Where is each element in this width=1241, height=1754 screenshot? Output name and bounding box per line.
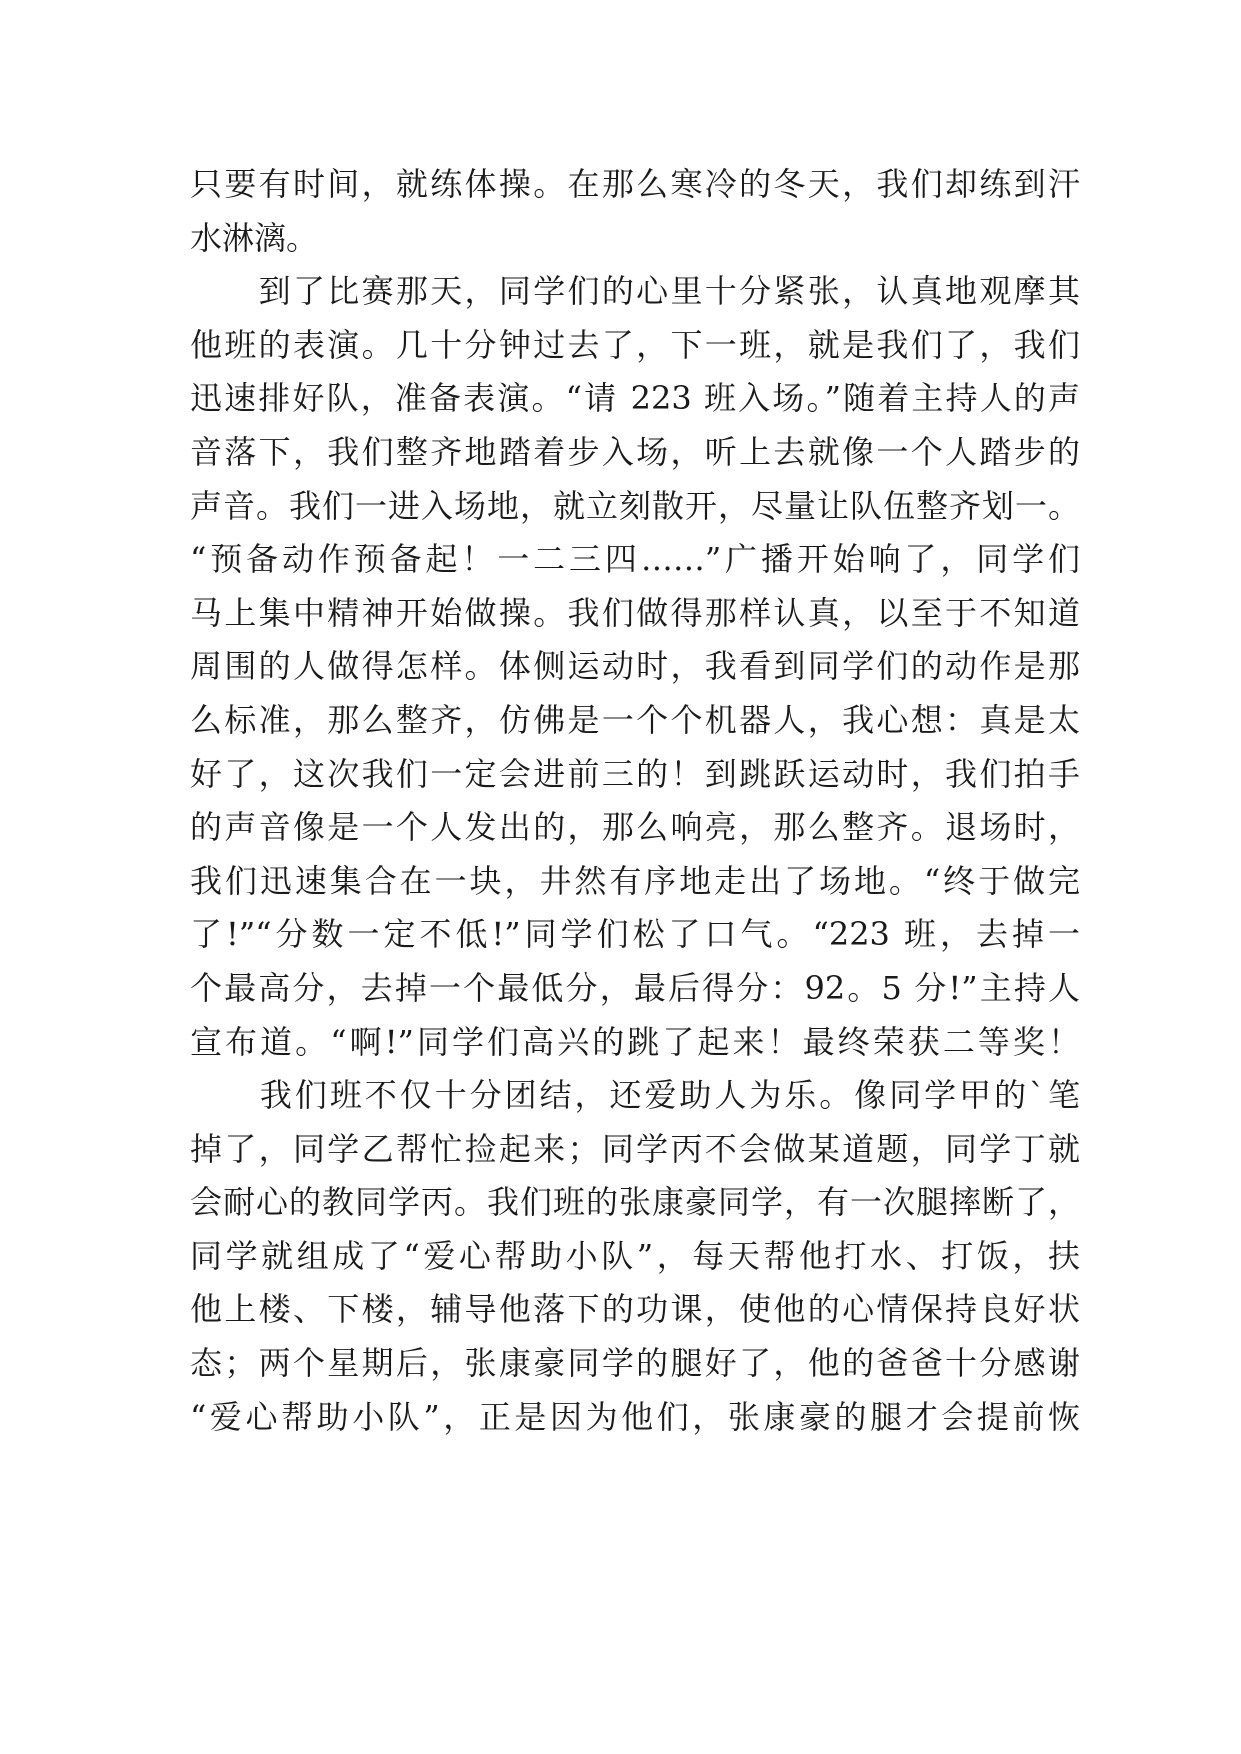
text-line: 好了，这次我们一定会进前三的！到跳跃运动时，我们拍手 — [190, 754, 1080, 793]
text-line: 迅速排好队，准备表演。“请 223 班入场。”随着主持人的声 — [190, 379, 1080, 418]
text-line: 我们迅速集合在一块，井然有序地走出了场地。“终于做完 — [190, 861, 1080, 900]
text-line: “预备动作预备起！一二三四……”广播开始响了，同学们 — [190, 540, 1080, 579]
text-line: 到了比赛那天，同学们的心里十分紧张，认真地观摩其 — [190, 272, 1080, 311]
text-line: 态；两个星期后，张康豪同学的腿好了，他的爸爸十分感谢 — [190, 1344, 1080, 1383]
text-line: 水淋漓。 — [190, 218, 319, 257]
text-line: 同学就组成了“爱心帮助小队”，每天帮他打水、打饭，扶 — [190, 1236, 1080, 1275]
text-line: 宣布道。“啊!”同学们高兴的跳了起来！最终荣获二等奖！ — [190, 1022, 1080, 1061]
text-line: 声音。我们一进入场地，就立刻散开，尽量让队伍整齐划一。 — [190, 486, 1080, 525]
document-body — [190, 158, 1080, 1444]
text-line: 周围的人做得怎样。体侧运动时，我看到同学们的动作是那 — [190, 647, 1080, 686]
text-line: 马上集中精神开始做操。我们做得那样认真，以至于不知道 — [190, 593, 1080, 632]
text-line: 他班的表演。几十分钟过去了，下一班，就是我们了，我们 — [190, 325, 1080, 364]
text-line: 掉了，同学乙帮忙捡起来；同学丙不会做某道题，同学丁就 — [190, 1129, 1080, 1168]
text-line: 个最高分，去掉一个最低分，最后得分：92。5 分!”主持人 — [190, 968, 1080, 1007]
text-line: 么标准，那么整齐，仿佛是一个个机器人，我心想：真是太 — [190, 700, 1080, 739]
text-line: 的声音像是一个人发出的，那么响亮，那么整齐。退场时， — [190, 808, 1080, 847]
text-line: “爱心帮助小队”，正是因为他们，张康豪的腿才会提前恢 — [190, 1397, 1080, 1436]
text-line: 我们班不仅十分团结，还爱助人为乐。像同学甲的`笔 — [190, 1076, 1080, 1115]
text-line: 只要有时间，就练体操。在那么寒冷的冬天，我们却练到汗 — [190, 165, 1080, 203]
text-line: 会耐心的教同学丙。我们班的张康豪同学，有一次腿摔断了， — [190, 1183, 1080, 1222]
text-line: 他上楼、下楼，辅导他落下的功课，使他的心情保持良好状 — [190, 1290, 1080, 1329]
text-line: 音落下，我们整齐地踏着步入场，听上去就像一个人踏步的 — [190, 432, 1080, 471]
text-line: 了!”“分数一定不低!”同学们松了口气。“223 班，去掉一 — [190, 915, 1080, 954]
